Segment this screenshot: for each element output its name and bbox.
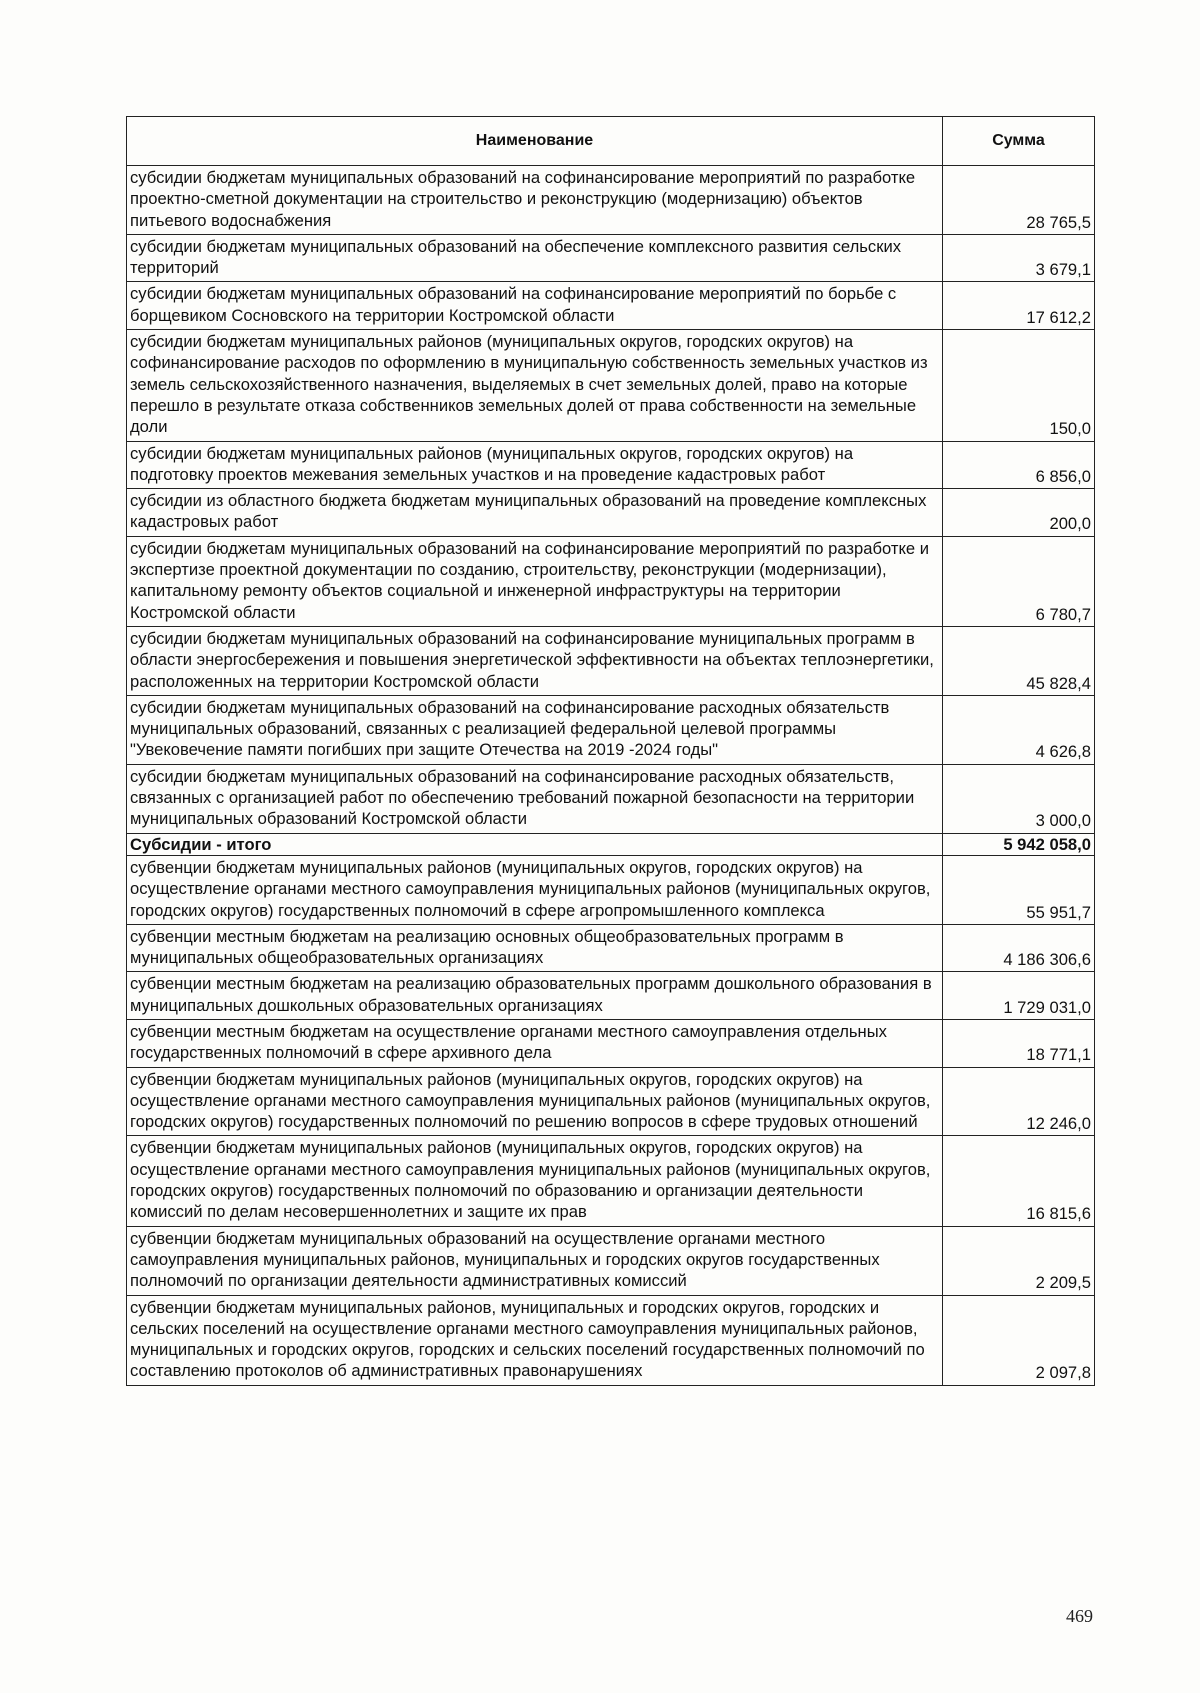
table-row	[127, 441, 1095, 489]
table-row	[127, 1226, 1095, 1295]
row-sum: 17 612,2	[943, 282, 1095, 330]
row-sum: 200,0	[943, 489, 1095, 537]
row-name: субсидии бюджетам муниципальных образований на софинансирование расходных обязательств муниципальных образований, связанных с реализацией федеральной целевой программы "Увековечение памяти погибших при защите Отечества на 2019 -2024 годы"	[127, 695, 943, 764]
table-header-row	[127, 117, 1095, 166]
table-row	[127, 626, 1095, 695]
row-sum: 6 780,7	[943, 536, 1095, 626]
table-row	[127, 1067, 1095, 1136]
table-row	[127, 1019, 1095, 1067]
row-name: субвенции местным бюджетам на осуществление органами местного самоуправления отдельных государственных полномочий в сфере архивного дела	[127, 1019, 943, 1067]
row-sum: 55 951,7	[943, 855, 1095, 924]
row-sum: 18 771,1	[943, 1019, 1095, 1067]
table-row	[127, 924, 1095, 972]
table-row	[127, 234, 1095, 282]
row-sum: 6 856,0	[943, 441, 1095, 489]
table-row	[127, 695, 1095, 764]
table-row	[127, 972, 1095, 1020]
row-sum: 45 828,4	[943, 626, 1095, 695]
row-name: субвенции местным бюджетам на реализацию образовательных программ дошкольного образования в муниципальных дошкольных образовательных организациях	[127, 972, 943, 1020]
row-name: субсидии бюджетам муниципальных образований на обеспечение комплексного развития сельских территорий	[127, 234, 943, 282]
row-sum: 4 186 306,6	[943, 924, 1095, 972]
row-sum: 150,0	[943, 330, 1095, 441]
row-name: субвенции местным бюджетам на реализацию основных общеобразовательных программ в муниципальных общеобразовательных организациях	[127, 924, 943, 972]
table-row	[127, 536, 1095, 626]
row-name: субсидии бюджетам муниципальных образований на софинансирование расходных обязательств, связанных с организацией работ по обеспечению требований пожарной безопасности на территории муниципальных образований Костромской области	[127, 764, 943, 833]
row-name: субсидии бюджетам муниципальных районов (муниципальных округов, городских округов) на софинансирование расходов по оформлению в муниципальную собственность земельных участков из земель сельскохозяйственного назначения, выделяемых в счет земельных долей, право на которые перешло в результате отказа собственников земельных долей от права собственности на земельные доли	[127, 330, 943, 441]
row-sum: 12 246,0	[943, 1067, 1095, 1136]
page-number: 469	[1066, 1606, 1093, 1626]
row-name: субсидии бюджетам муниципальных образований на софинансирование мероприятий по разработке и экспертизе проектной документации по созданию, строительству, реконструкции (модернизации), капитальному ремонту объектов социальной и инженерной инфраструктуры на территории Костромской области	[127, 536, 943, 626]
table-row	[127, 1136, 1095, 1226]
row-sum: 1 729 031,0	[943, 972, 1095, 1020]
row-sum: 2 097,8	[943, 1295, 1095, 1385]
header-sum: Сумма	[943, 117, 1095, 166]
row-name: субвенции бюджетам муниципальных районов, муниципальных и городских округов, городских и сельских поселений на осуществление органами местного самоуправления муниципальных районов, муниципальных и городских округов, городских и сельских поселений государственных полномочий по составлению протоколов об административных правонарушениях	[127, 1295, 943, 1385]
row-name: субсидии бюджетам муниципальных образований на софинансирование мероприятий по борьбе с борщевиком Сосновского на территории Костромской области	[127, 282, 943, 330]
row-name: субвенции бюджетам муниципальных районов (муниципальных округов, городских округов) на осуществление органами местного самоуправления муниципальных районов (муниципальных округов, городских округов) государственных полномочий по образованию и организации деятельности комиссий по делам несовершеннолетних и защите их прав	[127, 1136, 943, 1226]
table-row	[127, 282, 1095, 330]
row-sum: 3 679,1	[943, 234, 1095, 282]
row-name: субсидии бюджетам муниципальных образований на софинансирование муниципальных программ в области энергосбережения и повышения энергетической эффективности на объектах теплоэнергетики, расположенных на территории Костромской области	[127, 626, 943, 695]
table-row	[127, 330, 1095, 441]
table-row	[127, 489, 1095, 537]
row-name: субсидии из областного бюджета бюджетам муниципальных образований на проведение комплексных кадастровых работ	[127, 489, 943, 537]
header-name: Наименование	[127, 117, 943, 166]
row-name: Субсидии - итого	[127, 833, 943, 855]
row-name: субсидии бюджетам муниципальных районов (муниципальных округов, городских округов) на подготовку проектов межевания земельных участков и на проведение кадастровых работ	[127, 441, 943, 489]
row-name: субвенции бюджетам муниципальных районов (муниципальных округов, городских округов) на осуществление органами местного самоуправления муниципальных районов (муниципальных округов, городских округов) государственных полномочий по решению вопросов в сфере трудовых отношений	[127, 1067, 943, 1136]
row-name: субвенции бюджетам муниципальных образований на осуществление органами местного самоуправления муниципальных районов, муниципальных и городских округов государственных полномочий по организации деятельности административных комиссий	[127, 1226, 943, 1295]
table-row	[127, 166, 1095, 235]
row-sum: 2 209,5	[943, 1226, 1095, 1295]
table-row	[127, 1295, 1095, 1385]
row-sum: 4 626,8	[943, 695, 1095, 764]
row-name: субсидии бюджетам муниципальных образований на софинансирование мероприятий по разработке проектно-сметной документации на строительство и реконструкцию (модернизацию) объектов питьевого водоснабжения	[127, 166, 943, 235]
row-name: субвенции бюджетам муниципальных районов (муниципальных округов, городских округов) на осуществление органами местного самоуправления муниципальных районов (муниципальных округов, городских округов) государственных полномочий в сфере агропромышленного комплекса	[127, 855, 943, 924]
row-sum: 5 942 058,0	[943, 833, 1095, 855]
budget-table	[126, 116, 1095, 1386]
table-row	[127, 764, 1095, 833]
table-row	[127, 855, 1095, 924]
row-sum: 16 815,6	[943, 1136, 1095, 1226]
table-total-row	[127, 833, 1095, 855]
row-sum: 28 765,5	[943, 166, 1095, 235]
row-sum: 3 000,0	[943, 764, 1095, 833]
table-body	[127, 166, 1095, 1386]
